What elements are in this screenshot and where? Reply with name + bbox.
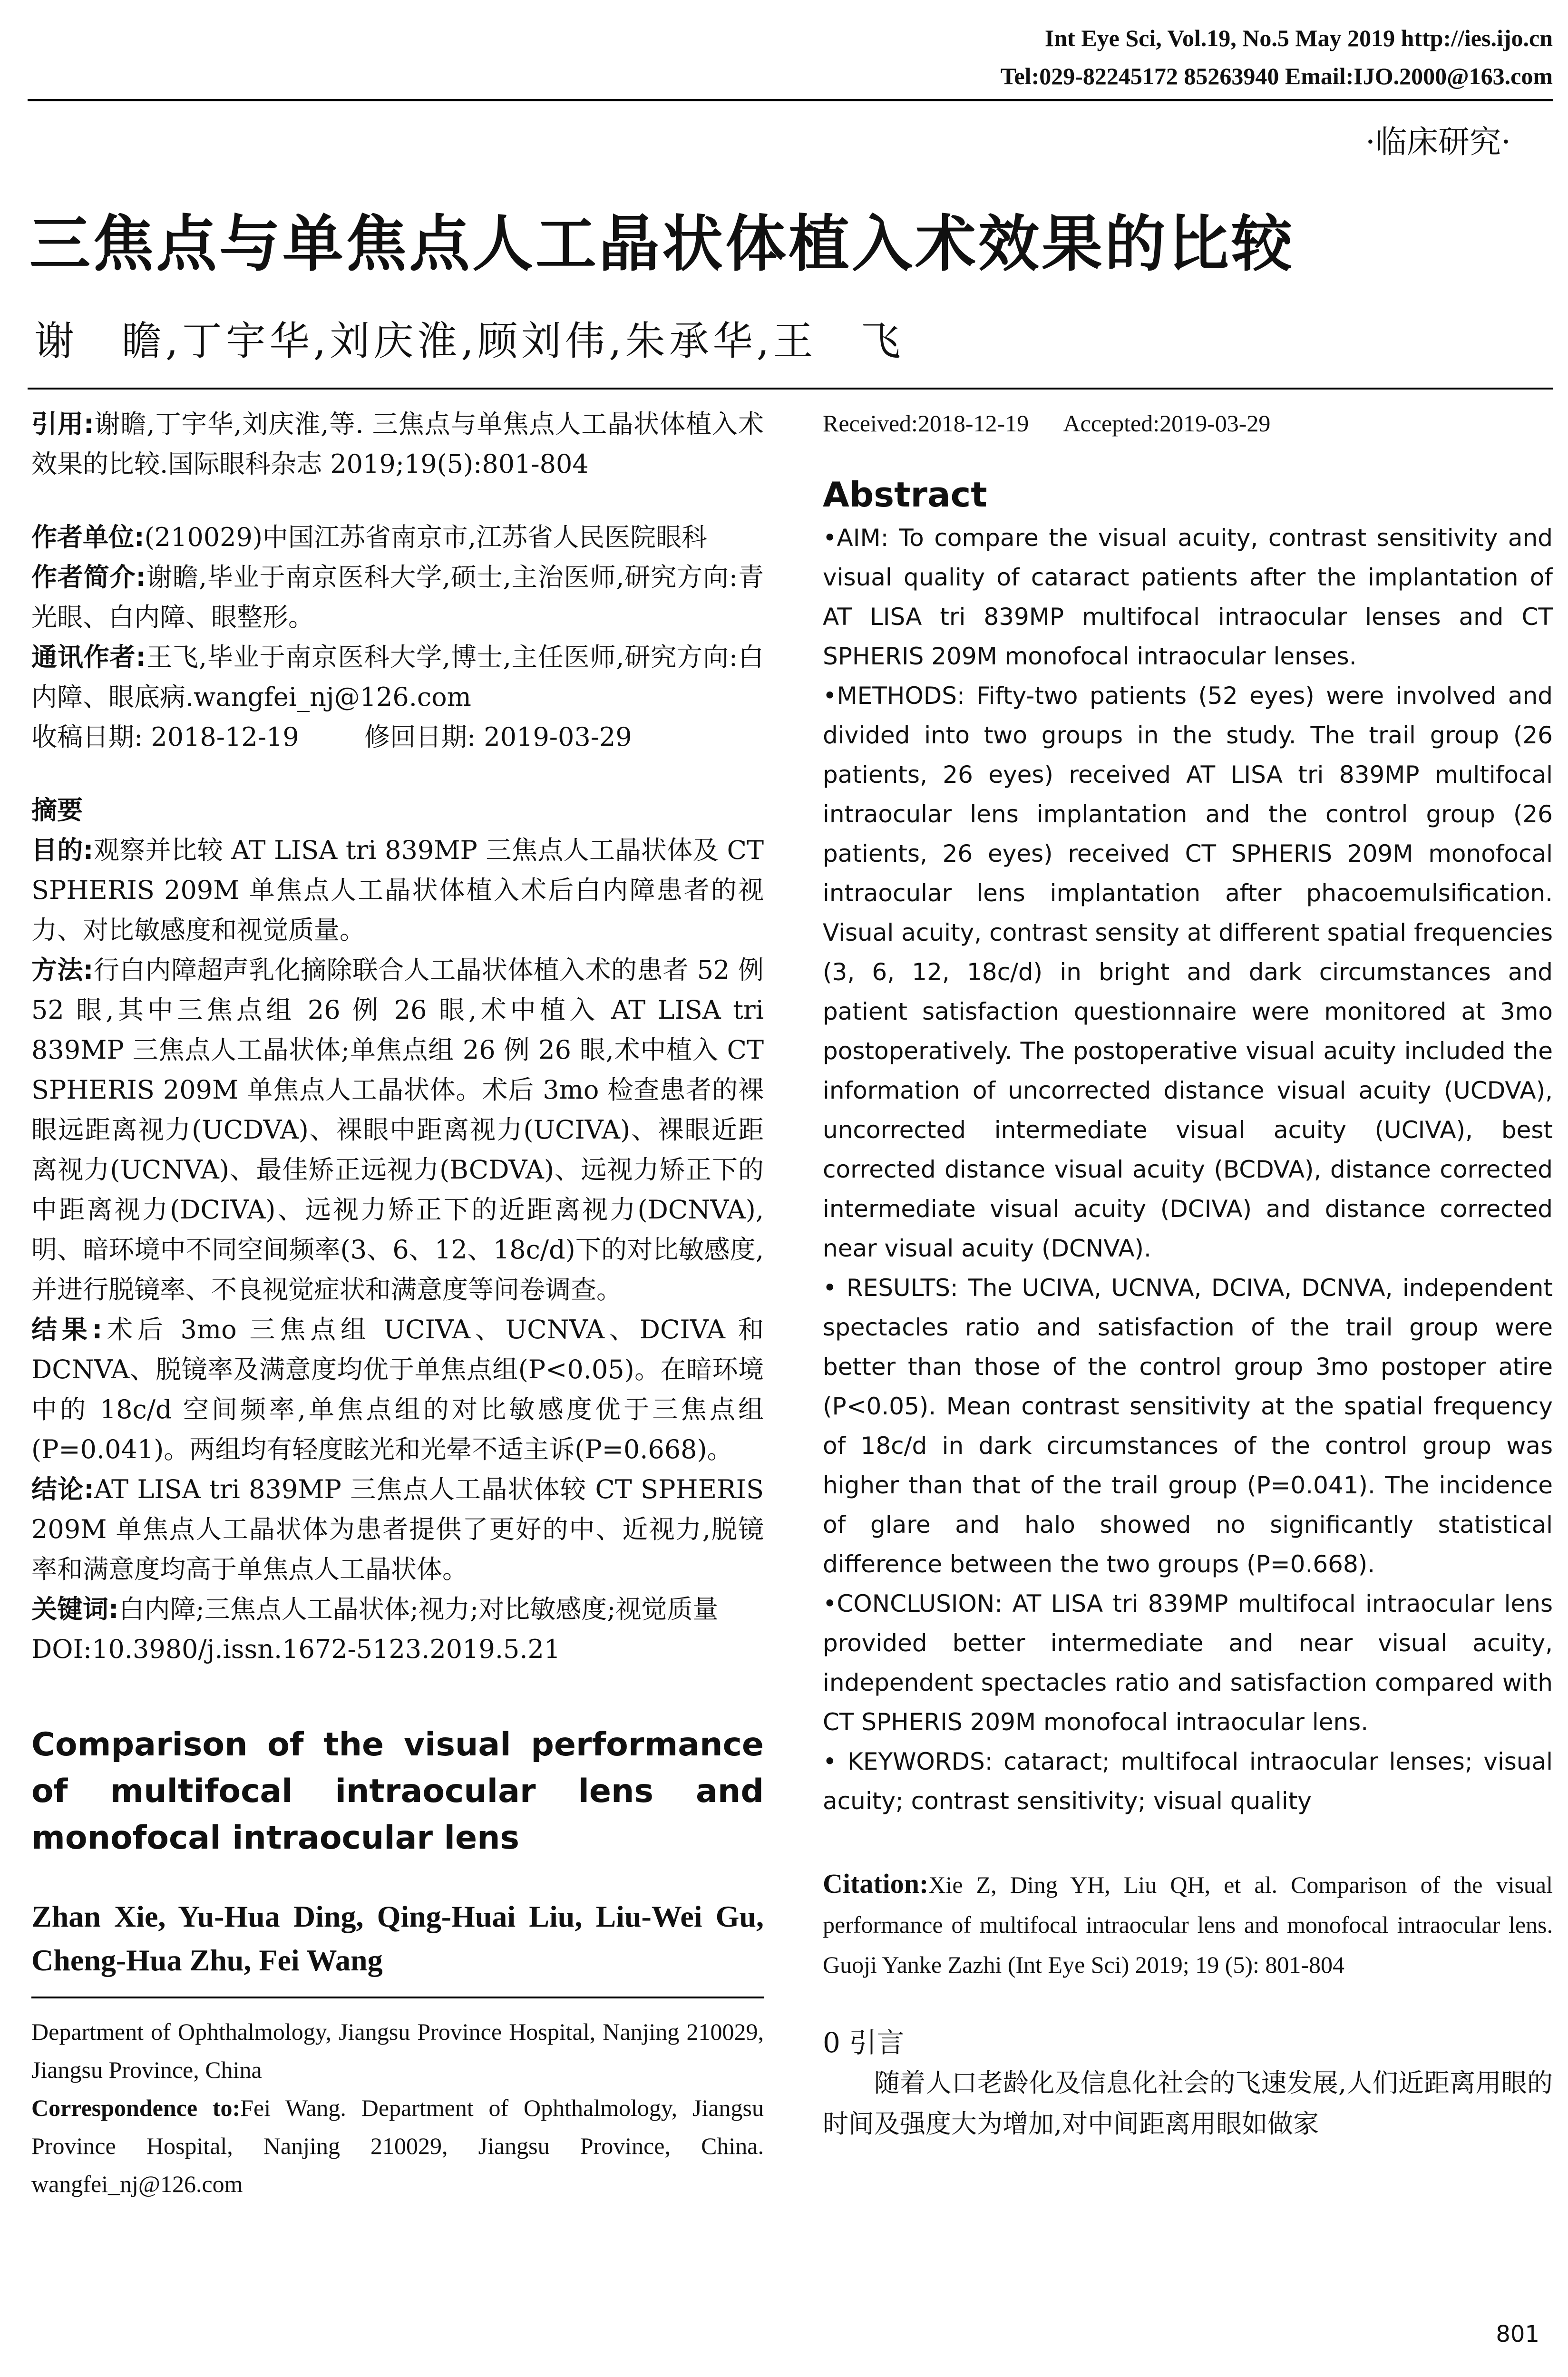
cn-author-bio — [31, 557, 764, 637]
english-affiliation: Department of Ophthalmology, Jiangsu Province Hospital, Nanjing 210029, Jiangsu Province, China — [31, 2018, 764, 2083]
intro-text: 随着人口老龄化及信息化社会的飞速发展,人们近距离用眼的时间及强度大为增加,对中间距离用眼如做家 — [823, 2068, 1553, 2139]
cn-citation-label: 引用: — [31, 409, 94, 439]
en-aim-label: •AIM: — [823, 524, 889, 552]
cn-keywords-text: 白内障;三焦点人工晶状体;视力;对比敏感度;视觉质量 — [118, 1594, 719, 1624]
section-tag: ·临床研究· — [1365, 124, 1511, 160]
english-authors: Zhan Xie, Yu-Hua Ding, Qing-Huai Liu, Liu-Wei Gu, Cheng-Hua Zhu, Fei Wang — [31, 1900, 764, 1977]
en-corr-label: Correspondence to: — [31, 2094, 241, 2121]
cn-citation — [31, 404, 764, 484]
en-citation-text: Xie Z, Ding YH, Liu QH, et al. Comparison of the visual performance of multifocal intraocular lens and monofocal intraocular lens. Guoji Yanke Zazhi (Int Eye Sci) 2019; 19 (5): 801-804 — [823, 1871, 1553, 1978]
cn-conclusion-text: AT LISA tri 839MP 三焦点人工晶状体较 CT SPHERIS 209M 单焦点人工晶状体为患者提供了更好的中、近视力,脱镜率和满意度均高于单焦点人工晶状体。 — [31, 1474, 764, 1584]
en-methods-text: Fifty-two patients (52 eyes) were involved and divided into two groups in the study. The trail group (26 patients, 26 eyes) received AT LISA tri 839MP multifocal intraocular lens implantation and the control group (26 patients, 26 eyes) received CT SPHERIS 209M monofocal intraocular lens implantation after phacoemulsification. Visual acuity, contrast sensity at different spatial frequencies (3, 6, 12, 18c/d) in bright and dark circumstances and patient satisfaction questionnaire were monitored at 3mo postoperatively. The postoperative visual acuity included the information of uncorrected distance visual acuity (UCDVA), uncorrected intermediate visual acuity (UCIVA), best corrected distance visual acuity (BCDVA), distance corrected intermediate visual acuity (DCIVA) and distance corrected near visual acuity (DCNVA). — [823, 682, 1553, 1262]
cn-correspondence — [31, 637, 764, 717]
cn-unit-text: (210029)中国江苏省南京市,江苏省人民医院眼科 — [144, 522, 708, 552]
page-number: 801 — [1496, 2321, 1539, 2348]
authors-divider — [28, 388, 1553, 390]
cn-doi: DOI:10.3980/j.issn.1672-5123.2019.5.21 — [31, 1634, 561, 1664]
cn-aim-label: 目的: — [31, 835, 94, 865]
cn-results — [31, 1310, 764, 1470]
en-citation — [823, 1864, 1553, 1985]
english-correspondence — [31, 2089, 764, 2203]
en-conclusion — [823, 1584, 1553, 1742]
english-title: Comparison of the visual performance of multifocal intraocular lens and monofocal intraocular lens — [31, 1726, 764, 1857]
en-results — [823, 1268, 1553, 1584]
en-aim-text: To compare the visual acuity, contrast sensitivity and visual quality of cataract patients after the implantation of AT LISA tri 839MP multifocal intraocular lenses and CT SPHERIS 209M monofocal intraocular lenses. — [823, 524, 1553, 670]
cn-keywords — [31, 1589, 764, 1629]
header-divider — [28, 99, 1553, 101]
cn-bio-label: 作者简介: — [31, 562, 146, 592]
intro-heading: 0 引言 — [823, 2026, 905, 2059]
cn-bio-text: 谢瞻,毕业于南京医科大学,硕士,主治医师,研究方向:青光眼、白内障、眼整形。 — [31, 562, 764, 632]
cn-conclusion — [31, 1470, 764, 1589]
english-abstract-heading: Abstract — [823, 475, 987, 515]
en-citation-label: Citation: — [823, 1868, 929, 1899]
cn-dates: 收稿日期: 2018-12-19 修回日期: 2019-03-29 — [31, 722, 632, 752]
en-aim — [823, 518, 1553, 676]
en-keywords-text: cataract; multifocal intraocular lenses; visual acuity; contrast sensitivity; visual quality — [823, 1748, 1553, 1815]
cn-keywords-label: 关键词: — [31, 1594, 119, 1624]
cn-results-text: 术后 3mo 三焦点组 UCIVA、UCNVA、DCIVA 和 DCNVA、脱镜率及满意度均优于单焦点组(P<0.05)。在暗环境中的 18c/d 空间频率,单焦点组的对比敏感度优于三焦点组(P=0.041)。两组均有轻度眩光和光晕不适主诉(P=0.668)。 — [31, 1315, 764, 1464]
cn-aim-text: 观察并比较 AT LISA tri 839MP 三焦点人工晶状体及 CT SPHERIS 209M 单焦点人工晶状体植入术后白内障患者的视力、对比敏感度和视觉质量。 — [31, 835, 764, 945]
left-column — [31, 404, 764, 2203]
author-list: 谢 瞻,丁宇华,刘庆淮,顾刘伟,朱承华,王 飞 — [34, 318, 905, 364]
cn-aim — [31, 830, 764, 950]
en-methods-label: •METHODS: — [823, 682, 965, 710]
received-accepted-dates: Received:2018-12-19 Accepted:2019-03-29 — [823, 410, 1271, 437]
en-results-label: • RESULTS: — [823, 1274, 958, 1302]
cn-unit-label: 作者单位: — [31, 522, 145, 552]
en-results-text: The UCIVA, UCNVA, DCIVA, DCNVA, independent spectacles ratio and satisfaction of the trail group were better than those of the control group 3mo postoper atire (P<0.05). Mean contrast sensitivity at the spatial frequency of 18c/d in dark circumstances of the control group was higher than that of the trail group (P=0.041). The incidence of glare and halo showed no significantly statistical difference between the two groups (P=0.668). — [823, 1274, 1553, 1578]
affiliation-divider — [31, 1997, 764, 1998]
cn-abstract-heading: 摘要 — [31, 795, 83, 825]
cn-corr-label: 通讯作者: — [31, 642, 146, 672]
en-keywords-label: • KEYWORDS: — [823, 1748, 993, 1775]
right-column — [823, 404, 1553, 2144]
journal-header — [1001, 19, 1553, 95]
cn-methods — [31, 950, 764, 1310]
cn-citation-text: 谢瞻,丁宇华,刘庆淮,等. 三焦点与单焦点人工晶状体植入术效果的比较.国际眼科杂志 2019;19(5):801-804 — [31, 409, 764, 479]
en-corr-text: Fei Wang. Department of Ophthalmology, Jiangsu Province Hospital, Nanjing 210029, Jiangsu Province, China. wangfei_nj@126.com — [31, 2094, 764, 2197]
cn-results-label: 结果: — [31, 1315, 103, 1344]
cn-author-unit — [31, 517, 764, 557]
cn-methods-text: 行白内障超声乳化摘除联合人工晶状体植入术的患者 52 例 52 眼,其中三焦点组 26 例 26 眼,术中植入 AT LISA tri 839MP 三焦点人工晶状体;单焦点组 26 例 26 眼,术中植入 CT SPHERIS 209M 单焦点人工晶状体。术后 3mo 检查患者的裸眼远距离视力(UCDVA)、裸眼中距离视力(UCIVA)、裸眼近距离视力(UCNVA)、最佳矫正远视力(BCDVA)、远视力矫正下的中距离视力(DCIVA)、远视力矫正下的近距离视力(DCNVA),明、暗环境中不同空间频率(3、6、12、18c/d)下的对比敏感度,并进行脱镜率、不良视觉症状和满意度等问卷调查。 — [31, 955, 764, 1305]
cn-methods-label: 方法: — [31, 955, 94, 985]
en-conclusion-text: AT LISA tri 839MP multifocal intraocular lens provided better intermediate and near visual acuity, independent spectacles ratio and satisfaction compared with CT SPHERIS 209M monofocal intraocular lens. — [823, 1590, 1553, 1736]
cn-conclusion-label: 结论: — [31, 1474, 95, 1504]
en-keywords — [823, 1742, 1553, 1821]
journal-header-line1: Int Eye Sci, Vol.19, No.5 May 2019 http://ies.ijo.cn — [1044, 25, 1553, 51]
cn-corr-text: 王飞,毕业于南京医科大学,博士,主任医师,研究方向:白内障、眼底病.wangfei_nj@126.com — [31, 642, 764, 712]
article-title: 三焦点与单焦点人工晶状体植入术效果的比较 — [29, 209, 1295, 280]
journal-header-line2: Tel:029-82245172 85263940 Email:IJO.2000@163.com — [1000, 63, 1553, 89]
en-conclusion-label: •CONCLUSION: — [823, 1590, 1003, 1617]
en-methods — [823, 676, 1553, 1268]
